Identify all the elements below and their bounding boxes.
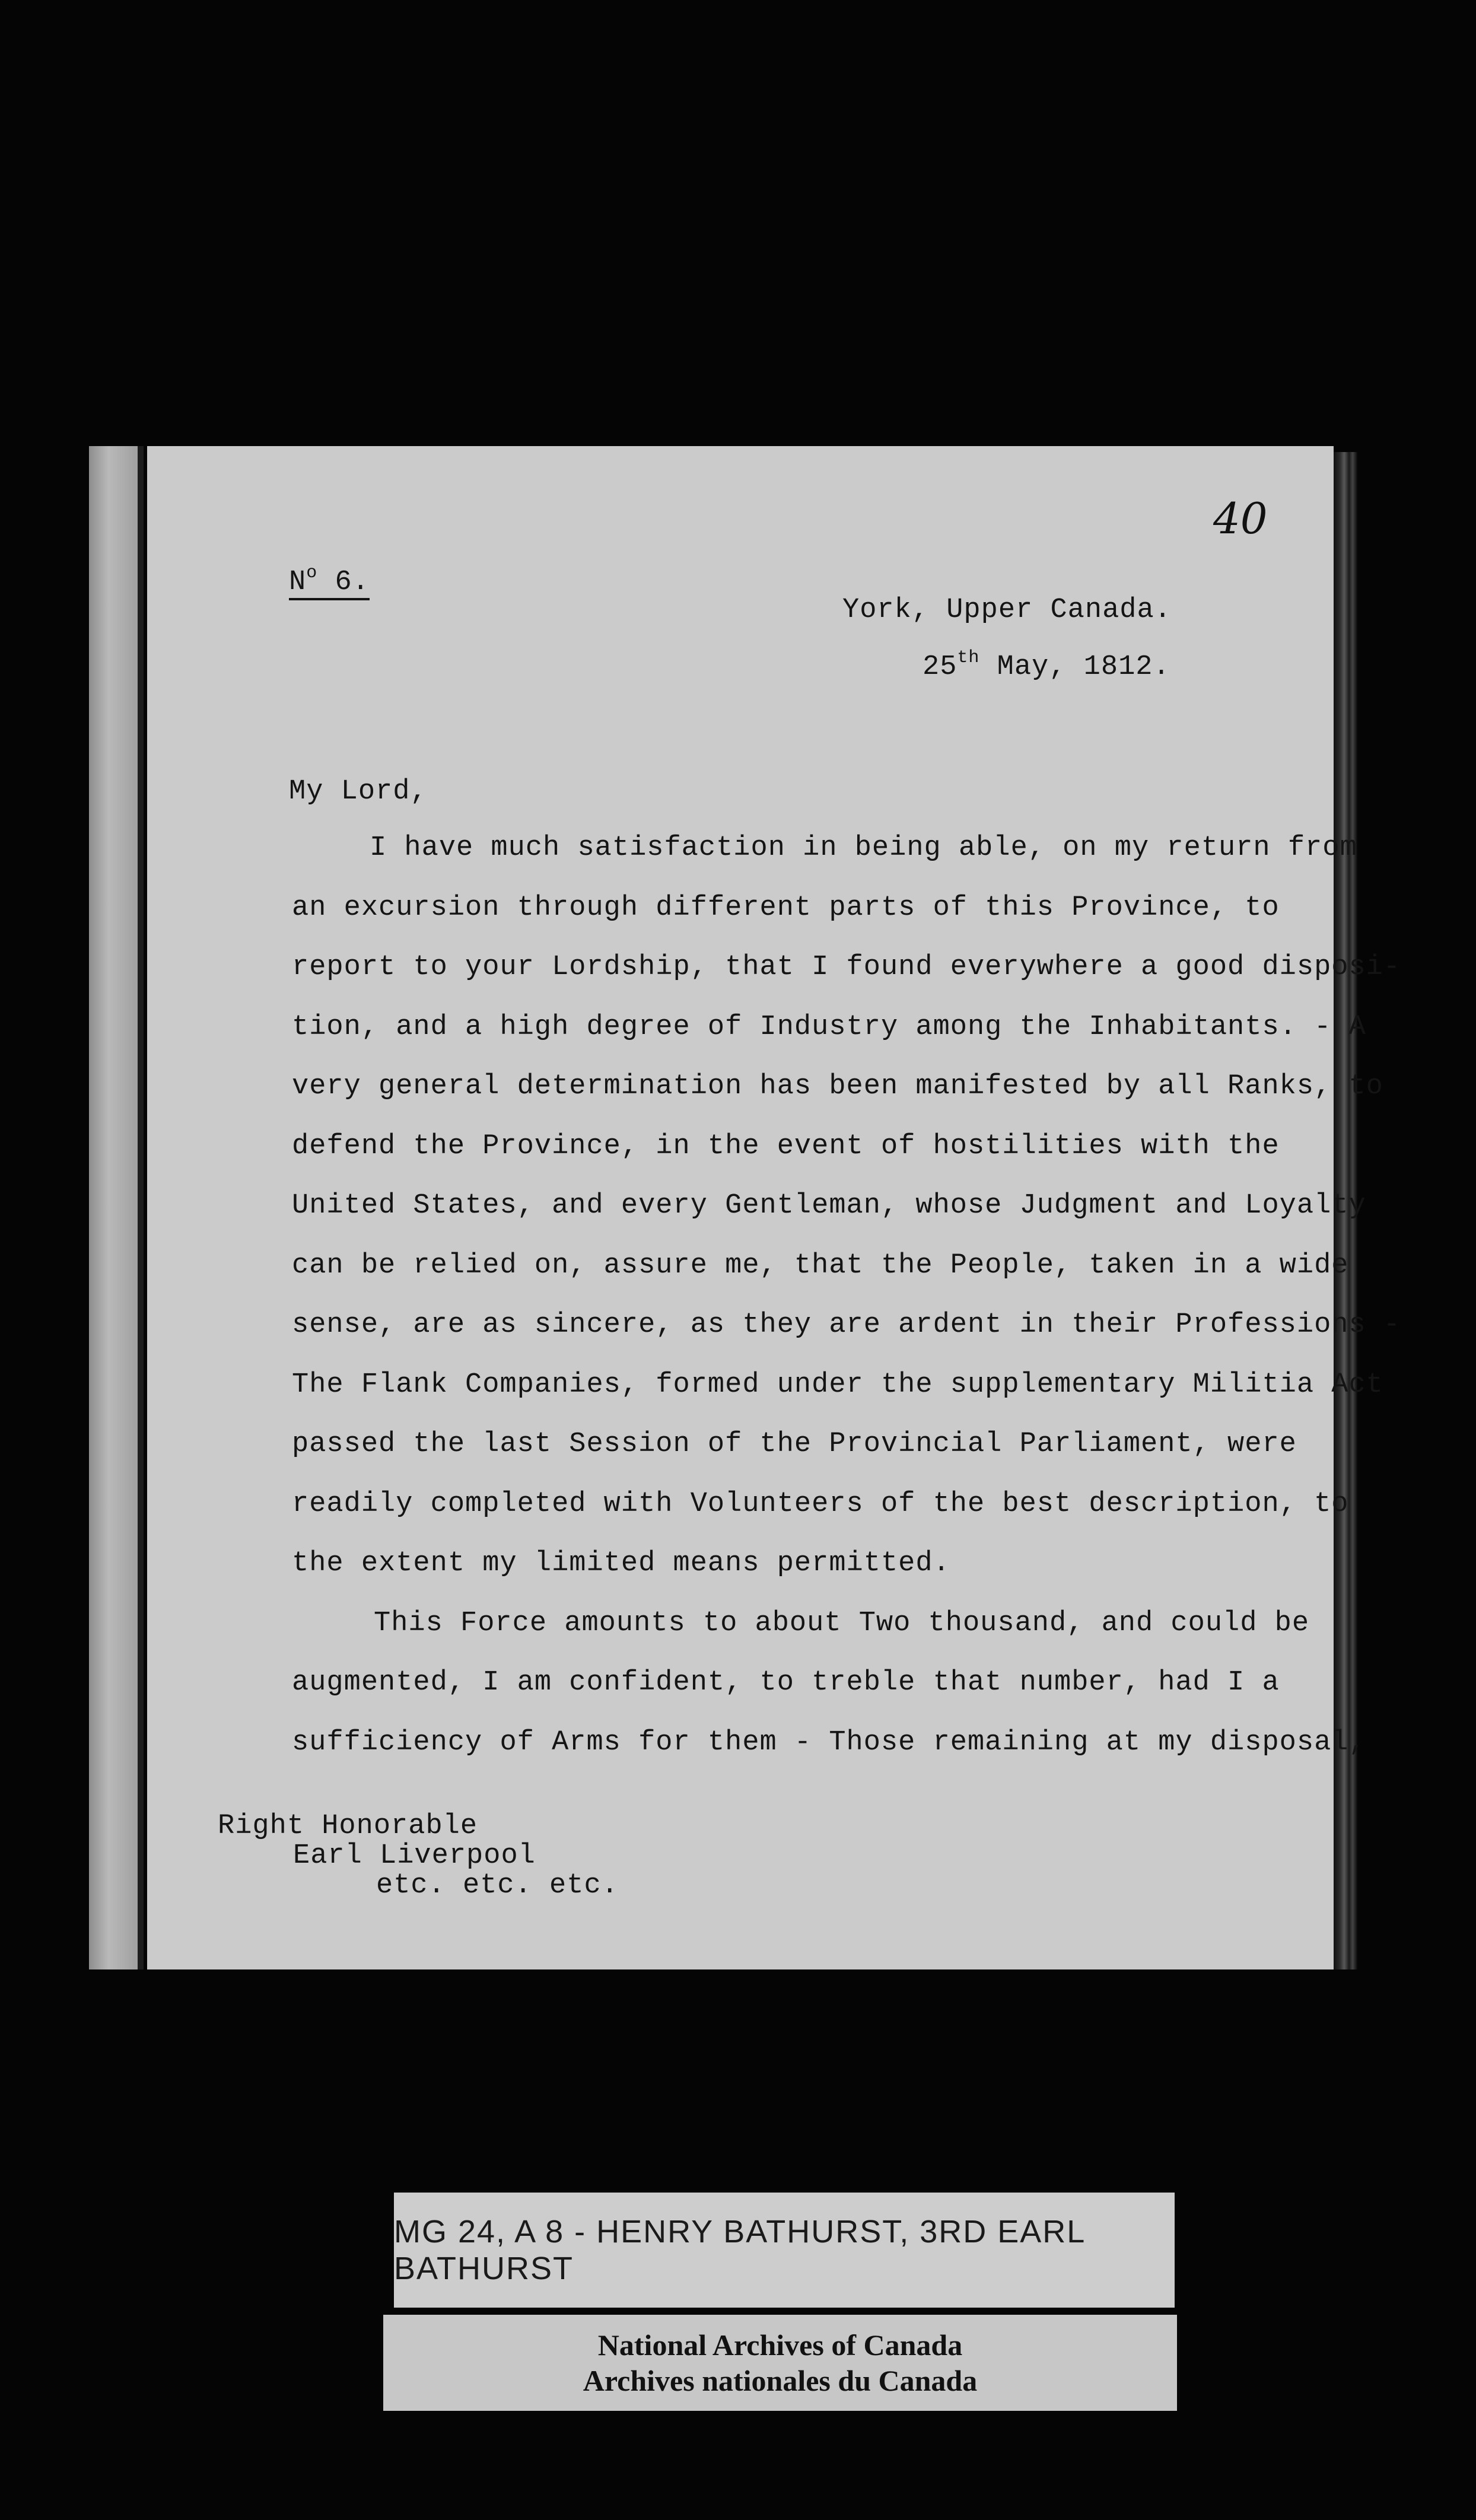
body-line: The Flank Companies, formed under the supplementary Militia Act (292, 1369, 1383, 1401)
left-film-strip (89, 446, 144, 1969)
body-line: readily completed with Volunteers of the best description, to (292, 1488, 1349, 1520)
body-line: sufficiency of Arms for them - Those remaining at my disposal, (292, 1726, 1366, 1758)
letter-date: 25th May, 1812. (922, 648, 1170, 683)
addressee-line-3: etc. etc. etc. (376, 1870, 619, 1901)
addressee-line-1: Right Honorable (218, 1811, 478, 1842)
body-line: an excursion through different parts of this Province, to (292, 892, 1280, 924)
folio-number: 40 (1213, 494, 1268, 543)
body-line: very general determination has been manifested by all Ranks, to (292, 1071, 1383, 1102)
body-line: the extent my limited means permitted. (292, 1548, 950, 1579)
letter-place: York, Upper Canada. (842, 594, 1172, 626)
body-line: sense, are as sincere, as they are ardent in their Professions - (292, 1309, 1401, 1341)
dispatch-number: $N^o$ 6. (289, 567, 370, 598)
body-line: This Force amounts to about Two thousand, and could be (374, 1607, 1310, 1639)
body-line: can be relied on, assure me, that the People, taken in a wide (292, 1249, 1349, 1281)
body-line: I have much satisfaction in being able, on my return from (370, 832, 1357, 864)
body-line: passed the last Session of the Provincial Parliament, were (292, 1428, 1297, 1460)
salutation: My Lord, (289, 776, 428, 807)
addressee-line-2: Earl Liverpool (293, 1840, 536, 1872)
archive-name-fr: Archives nationales du Canada (583, 2364, 978, 2397)
reference-label: MG 24, A 8 - HENRY BATHURST, 3RD EARL BATHURST (394, 2193, 1175, 2308)
archive-label (383, 2315, 1177, 2411)
body-line: United States, and every Gentleman, whose Judgment and Loyalty (292, 1190, 1366, 1221)
body-line: tion, and a high degree of Industry among the Inhabitants. - A (292, 1011, 1366, 1043)
body-line: defend the Province, in the event of hostilities with the (292, 1130, 1280, 1162)
archive-name-en: National Archives of Canada (597, 2328, 963, 2362)
body-line: augmented, I am confident, to treble that number, had I a (292, 1667, 1280, 1698)
body-line: report to your Lordship, that I found everywhere a good disposi- (292, 952, 1401, 983)
